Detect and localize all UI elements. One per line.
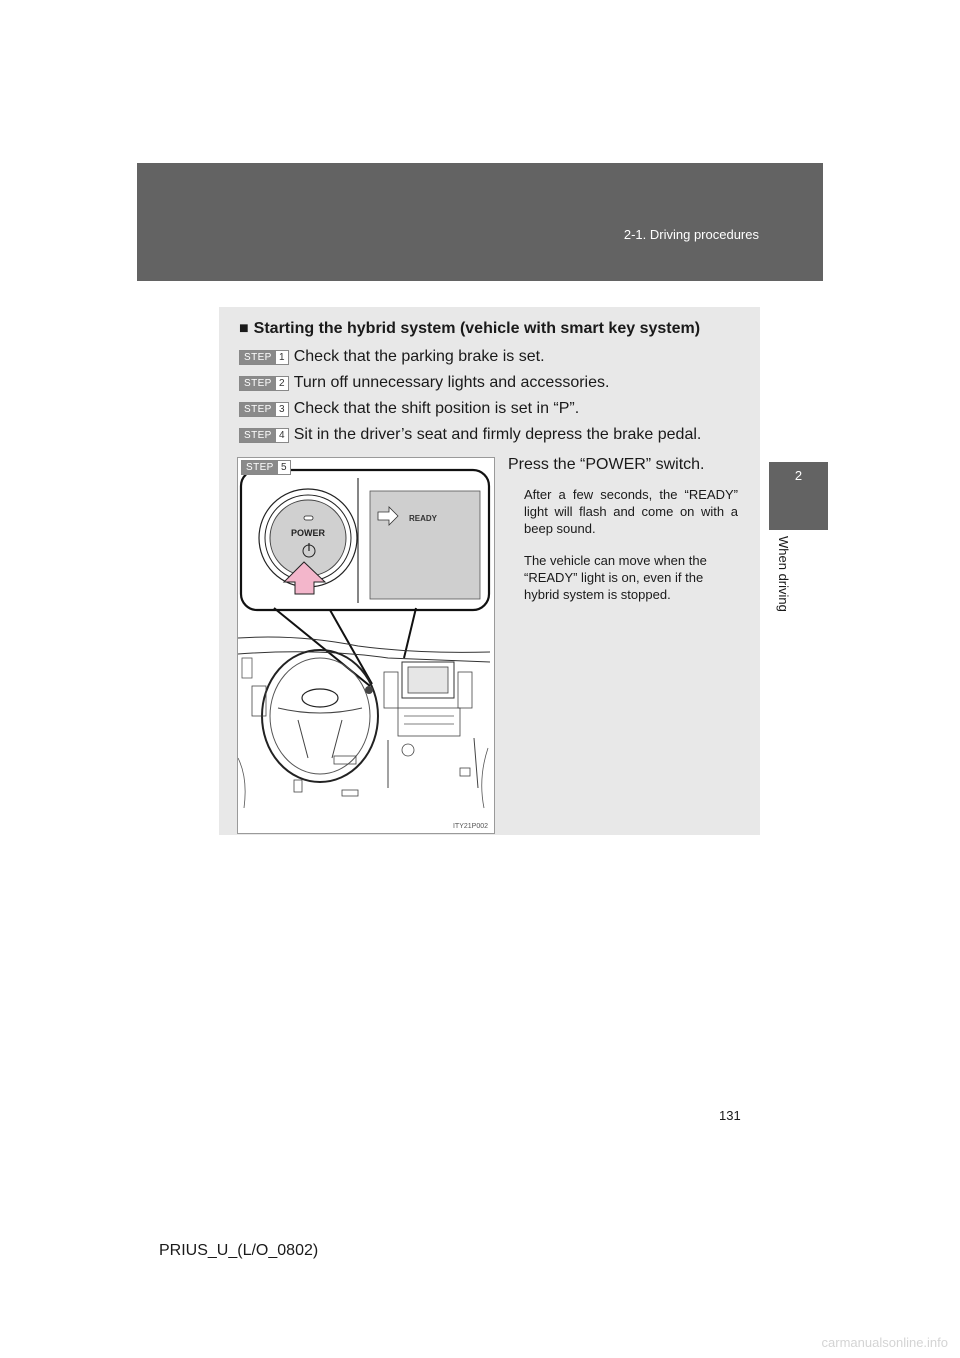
- bullet-square-icon: ■: [239, 320, 249, 337]
- section-title: [239, 320, 700, 338]
- document-code: PRIUS_U_(L/O_0802): [159, 1242, 319, 1259]
- step-5-text: Press the “POWER” switch.: [508, 456, 705, 473]
- header-band: [137, 163, 823, 281]
- step-text: Check that the shift position is set in “P”.: [293, 400, 580, 417]
- step-text: Turn off unnecessary lights and accessories.: [293, 374, 610, 391]
- step-4: [239, 424, 701, 446]
- step-2: [239, 372, 609, 394]
- section-heading: 2-1. Driving procedures: [623, 227, 759, 242]
- step-badge: STEP 4: [239, 428, 289, 443]
- step-badge: STEP 3: [239, 402, 289, 417]
- dashboard-drawing: [238, 458, 494, 833]
- figure-code: ITY21P002: [452, 823, 488, 830]
- watermark: carmanualsonline.info: [821, 1335, 948, 1350]
- dashboard-illustration: [237, 457, 495, 834]
- ready-indicator-label: READY: [409, 514, 438, 523]
- page-number: 131: [719, 1108, 741, 1123]
- chapter-number: 2: [794, 468, 803, 483]
- step-1: [239, 346, 545, 368]
- step-badge: STEP 5: [241, 460, 291, 475]
- note-vehicle-move: The vehicle can move when the “READY” light is on, even if the hybrid system is stopped.: [524, 553, 707, 602]
- chapter-label-holder: [772, 536, 792, 626]
- chapter-label: When driving: [776, 536, 791, 612]
- step-badge: STEP 2: [239, 376, 289, 391]
- step-badge: STEP 1: [239, 350, 289, 365]
- chapter-tab: [769, 462, 828, 530]
- step-text: Sit in the driver’s seat and firmly depress the brake pedal.: [293, 426, 702, 443]
- step-text: Check that the parking brake is set.: [293, 348, 545, 365]
- note-ready-light: After a few seconds, the “READY” light will flash and come on with a beep sound.: [524, 487, 738, 536]
- section-title-text: Starting the hybrid system (vehicle with smart key system): [253, 320, 701, 337]
- step-3: [239, 398, 579, 420]
- power-button-label: POWER: [290, 528, 326, 538]
